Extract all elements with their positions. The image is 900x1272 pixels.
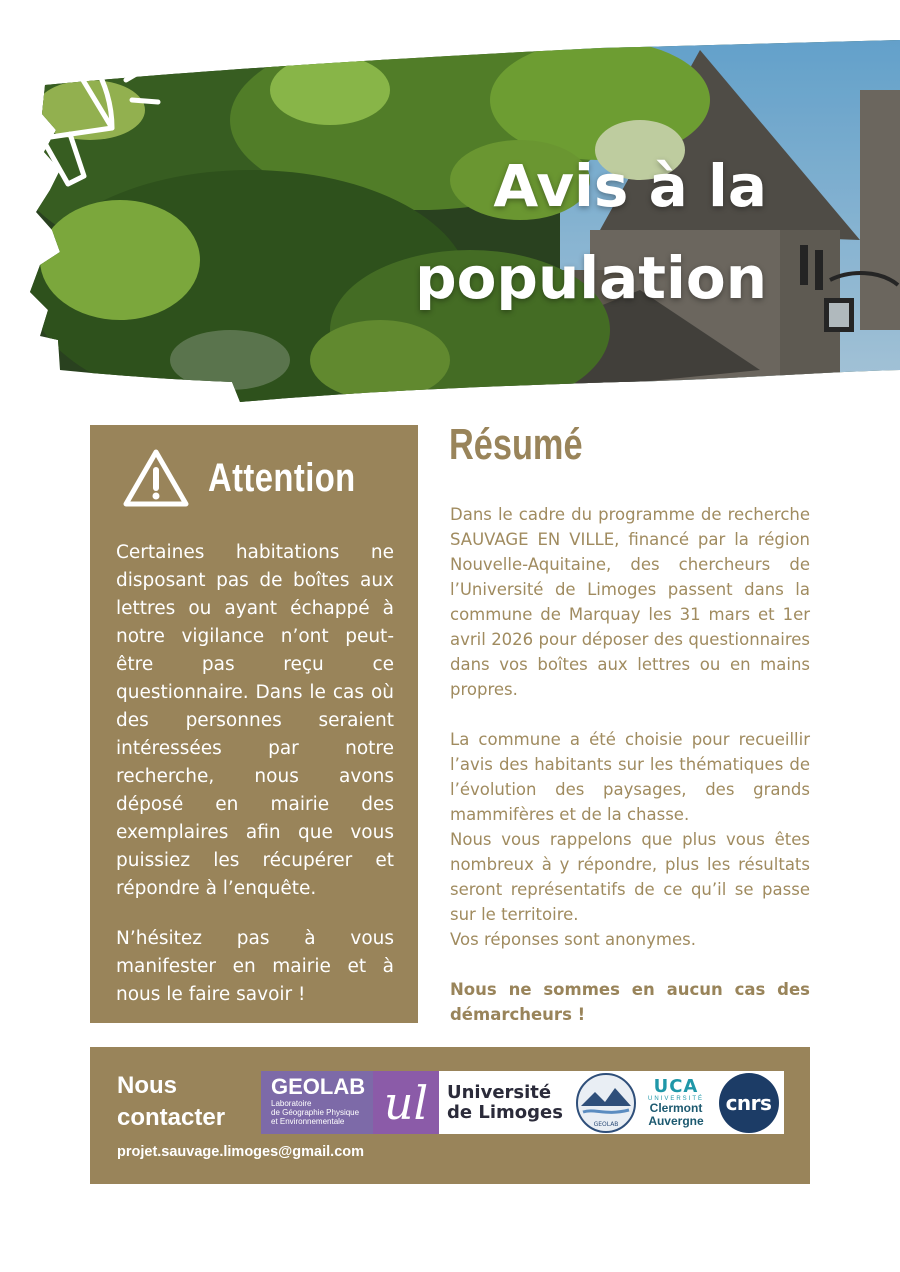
cnrs-mark: cnrs bbox=[719, 1073, 779, 1133]
resume-paragraph-2: La commune a été choisie pour recueillir l’avis des habitants sur les thématiques de l’évolution des paysages, des grands mammifères et de la chasse. bbox=[450, 730, 810, 824]
partner-logos bbox=[261, 1071, 784, 1134]
title-line-1: Avis à la bbox=[493, 152, 767, 220]
contact-email[interactable]: projet.sauvage.limoges@gmail.com bbox=[117, 1144, 365, 1160]
warning-icon bbox=[122, 448, 190, 508]
geolab-emblem-logo bbox=[573, 1071, 639, 1134]
geolab-sub-3: et Environnementale bbox=[271, 1117, 345, 1126]
resume-emphasis: Nous ne sommes en aucun cas des démarcheurs ! bbox=[450, 980, 810, 1024]
ul-logo: ul bbox=[373, 1071, 439, 1134]
title-line-2: population bbox=[415, 244, 767, 312]
resume-paragraph-4: Vos réponses sont anonymes. bbox=[450, 930, 696, 949]
page-title bbox=[347, 140, 767, 324]
geolab-sub-2: de Géographie Physique bbox=[271, 1108, 360, 1117]
unilim-line-2: de Limoges bbox=[447, 1101, 563, 1123]
universite-limoges-logo bbox=[439, 1071, 573, 1134]
attention-paragraph-2: N’hésitez pas à vous manifester en mairie et à nous le faire savoir ! bbox=[116, 928, 394, 1005]
geolab-emblem-text: GEOLAB bbox=[593, 1120, 619, 1128]
cnrs-logo bbox=[713, 1071, 784, 1134]
uca-line-2: Clermont bbox=[649, 1100, 703, 1115]
geolab-name: GEOLAB bbox=[271, 1074, 366, 1099]
megaphone-icon bbox=[0, 30, 165, 200]
uca-line-3: Auvergne bbox=[648, 1113, 704, 1128]
uca-line-1: UNIVERSITÉ bbox=[647, 1095, 704, 1102]
attention-header bbox=[116, 447, 394, 509]
contact-title: Nous contacter bbox=[117, 1072, 226, 1131]
unilim-line-1: Université bbox=[447, 1081, 552, 1103]
resume-title: Résumé bbox=[449, 420, 583, 469]
contact-bar bbox=[90, 1047, 810, 1184]
uca-logo bbox=[639, 1071, 713, 1134]
resume-body bbox=[450, 502, 810, 1027]
resume-paragraph-1: Dans le cadre du programme de recherche SAUVAGE EN VILLE, financé par la région Nouvelle-Aquitaine, des chercheurs de l’Université de Limoges passent dans la commune de Marquay les 31 mars et 1er avril 2026 pour déposer des questionnaires dans vos boîtes aux lettres ou en mains propres. bbox=[450, 505, 810, 699]
hero-banner bbox=[0, 30, 900, 410]
resume-paragraph-3: Nous vous rappelons que plus vous êtes nombreux à y répondre, plus les résultats seront représentatifs de ce qu’il se passe sur le territoire. bbox=[450, 830, 810, 924]
geolab-sub-1: Laboratoire bbox=[271, 1099, 312, 1108]
geolab-emblem-icon bbox=[575, 1072, 637, 1134]
attention-box bbox=[90, 425, 418, 1023]
geolab-logo bbox=[261, 1071, 373, 1134]
attention-paragraph-1: Certaines habitations ne disposant pas de boîtes aux lettres ou ayant échappé à notre vigilance n’ont peut-être pas reçu ce questionnaire. Dans le cas où des personnes seraient intéressées par notre recherche, nous avons déposé en mairie des exemplaires afin que vous puissiez les récupérer et répondre à l’enquête. bbox=[116, 542, 394, 899]
attention-title: Attention bbox=[207, 455, 356, 500]
uca-mark: UCA bbox=[653, 1075, 699, 1097]
